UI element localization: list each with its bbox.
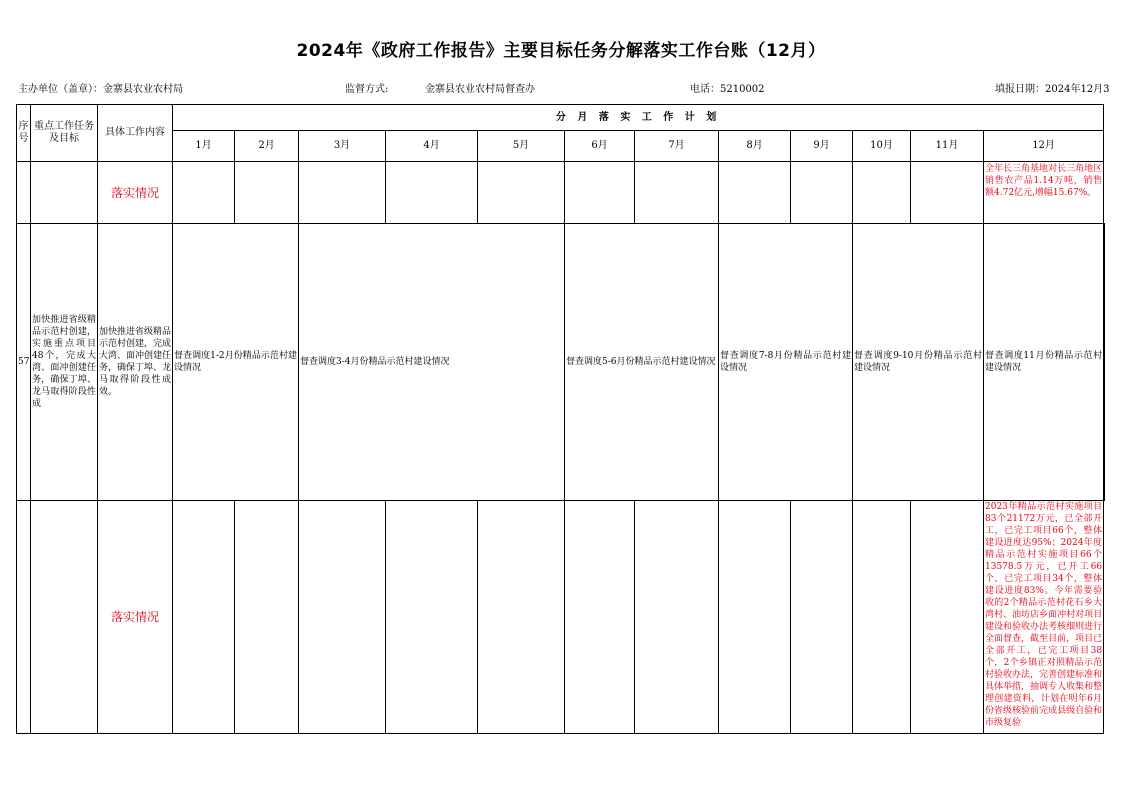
- header-month: 6月: [565, 131, 635, 162]
- supervise-label: 监督方式:: [345, 84, 389, 95]
- cell: [719, 162, 791, 224]
- cell: [386, 162, 478, 224]
- plan-nov: 督查调度11月份精品示范村建设情况: [984, 224, 1104, 501]
- cell: [31, 162, 98, 224]
- header-month: 10月: [853, 131, 911, 162]
- cell: [853, 162, 911, 224]
- cell: [853, 501, 911, 734]
- cell: [31, 501, 98, 734]
- table-row: [17, 224, 1105, 501]
- status-text-m12: [984, 501, 1104, 734]
- header-seq: 序号: [17, 105, 31, 162]
- cell: [386, 501, 478, 734]
- cell: [635, 162, 719, 224]
- header-plan: 分 月 落 实 工 作 计 划: [173, 105, 1104, 131]
- header-month: 3月: [299, 131, 386, 162]
- cell: [299, 162, 386, 224]
- header-month: 9月: [791, 131, 853, 162]
- report-title: 2024年《政府工作报告》主要目标任务分解落实工作台账（12月）: [296, 41, 826, 61]
- cell: [173, 501, 235, 734]
- cell: [478, 162, 565, 224]
- cell: [719, 501, 791, 734]
- header-content: 具体工作内容: [98, 105, 173, 162]
- fill-date: 填报日期：2024年12月3: [995, 84, 1110, 95]
- cell: [173, 162, 235, 224]
- cell: [911, 501, 984, 734]
- cell: [911, 162, 984, 224]
- task-text: 加快推进省级精品示范村创建，实施重点项目48个，完成大湾、面冲创建任务，确保丁埠、龙马取得阶段性成: [32, 315, 96, 409]
- header-month: 8月: [719, 131, 791, 162]
- status-label: 落实情况: [98, 501, 173, 734]
- table-row: [17, 501, 1105, 734]
- cell: [235, 162, 299, 224]
- content-text: 加快推进省级精品示范村创建，完成大湾、面冲创建任务，确保丁埠、龙马取得阶段性成效。: [98, 224, 173, 501]
- supervise-value: 金寨县农业农村局督查办: [425, 84, 535, 95]
- cell: [565, 162, 635, 224]
- status-text-m12: [984, 162, 1104, 224]
- header-month: 1月: [173, 131, 235, 162]
- header-month: 4月: [386, 131, 478, 162]
- cell: [299, 501, 386, 734]
- cell: [235, 501, 299, 734]
- status-label: 落实情况: [98, 162, 173, 224]
- plan-sep-oct: 督查调度9-10月份精品示范村建设情况: [853, 224, 984, 501]
- header-task: 重点工作任务及目标: [31, 105, 98, 162]
- host-unit: 主办单位（盖章）：金寨县农业农村局: [18, 84, 183, 95]
- cell: [17, 162, 31, 224]
- header-month: 5月: [478, 131, 565, 162]
- cell: [565, 501, 635, 734]
- cell: [478, 501, 565, 734]
- cell: [17, 501, 31, 734]
- header-month: 11月: [911, 131, 984, 162]
- plan-jan-feb: 督查调度1-2月份精品示范村建设情况: [173, 224, 299, 501]
- task-cell: [31, 224, 98, 501]
- cell: [791, 501, 853, 734]
- header-month: 2月: [235, 131, 299, 162]
- header-month: 12月: [984, 131, 1104, 162]
- cell: [635, 501, 719, 734]
- status-text: 全年长三角基地对长三角地区销售农产品1.14万吨，销售额4.72亿元,增幅15.67%。: [985, 163, 1103, 198]
- cell: [791, 162, 853, 224]
- plan-dec: [1104, 224, 1105, 501]
- header-month: 7月: [635, 131, 719, 162]
- plan-jul-aug: 督查调度7-8月份精品示范村建设情况: [719, 224, 853, 501]
- plan-may-jun: 督查调度5-6月份精品示范村建设情况: [565, 224, 719, 501]
- status-text: 2023年精品示范村实施项目83个21172万元，已全部开工，已完工项目66个，整体建设进度达95%；2024年度精品示范村实施项目66个13578.5万元，已开工66个，已完工项目34个，整体建设进度83%。今年需要验收的2个精品示范村花石乡大湾村、油坊店乡面冲村对项目建设和验收办法考核细则进行全面督查，截至目前，项目已全部开工，已完工项目38个，2个乡镇正对照精品示范村验收办法，完善创建标准和具体举措，抽调专人收集和整理创建资料，计划在明年6月份省级核验前完成县级自验和市级复验: [985, 502, 1103, 728]
- ledger-table: [16, 104, 1105, 734]
- table-row: [17, 162, 1105, 224]
- plan-mar-apr: 督查调度3-4月份精品示范村建设情况: [299, 224, 565, 501]
- row-seq: 57: [17, 224, 31, 501]
- phone: 电话：5210002: [690, 84, 765, 95]
